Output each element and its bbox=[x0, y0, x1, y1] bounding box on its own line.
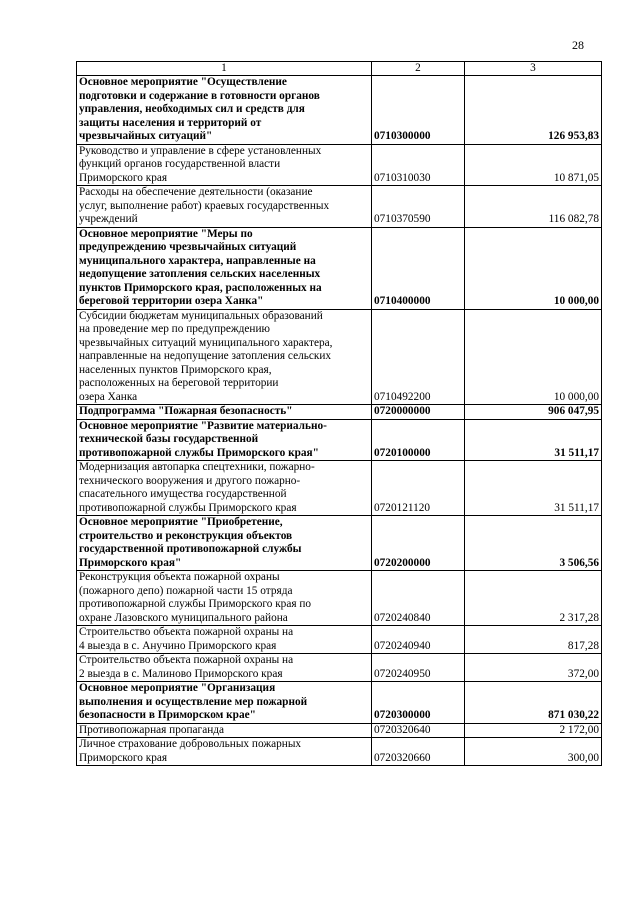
row-amount: 300,00 bbox=[465, 738, 602, 766]
row-code: 0720300000 bbox=[372, 682, 465, 724]
budget-table bbox=[76, 61, 602, 766]
table-row bbox=[77, 76, 602, 145]
table-row bbox=[77, 419, 602, 461]
page-number: 28 bbox=[572, 38, 584, 52]
row-amount: 10 871,05 bbox=[465, 144, 602, 186]
row-name: Личное страхование добровольных пожарных Приморского края bbox=[77, 738, 372, 766]
row-name: Основное мероприятие "Организация выполнения и осуществление мер пожарной безопасности в Приморском крае" bbox=[77, 682, 372, 724]
row-name: Противопожарная пропаганда bbox=[77, 723, 372, 738]
row-code: 0710400000 bbox=[372, 227, 465, 309]
table-row bbox=[77, 626, 602, 654]
table-row bbox=[77, 738, 602, 766]
table-row bbox=[77, 309, 602, 405]
row-amount: 31 511,17 bbox=[465, 461, 602, 516]
row-amount: 906 047,95 bbox=[465, 405, 602, 420]
table-row bbox=[77, 516, 602, 571]
row-name: Модернизация автопарка спецтехники, пожарно- технического вооружения и другого пожарно- спасательного имущества государственной противопожарной службы Приморского края bbox=[77, 461, 372, 516]
table-row bbox=[77, 186, 602, 228]
table-row bbox=[77, 682, 602, 724]
row-name: Строительство объекта пожарной охраны на 2 выезда в с. Малиново Приморского края bbox=[77, 654, 372, 682]
row-amount: 126 953,83 bbox=[465, 76, 602, 145]
row-code: 0720320640 bbox=[372, 723, 465, 738]
row-amount: 2 317,28 bbox=[465, 571, 602, 626]
table-row bbox=[77, 461, 602, 516]
row-code: 0720200000 bbox=[372, 516, 465, 571]
row-code: 0720121120 bbox=[372, 461, 465, 516]
column-header-3: 3 bbox=[465, 62, 602, 76]
row-amount: 871 030,22 bbox=[465, 682, 602, 724]
row-code: 0720240840 bbox=[372, 571, 465, 626]
row-name: Основное мероприятие "Меры по предупреждению чрезвычайных ситуаций муниципального характера, направленные на недопущение затопления сельских населенных пунктов Приморского края, расположенных на береговой территории озера Ханка" bbox=[77, 227, 372, 309]
row-amount: 3 506,56 bbox=[465, 516, 602, 571]
table-row bbox=[77, 227, 602, 309]
table-row bbox=[77, 654, 602, 682]
column-header-1: 1 bbox=[77, 62, 372, 76]
row-code: 0720240950 bbox=[372, 654, 465, 682]
row-code: 0710492200 bbox=[372, 309, 465, 405]
row-name: Реконструкция объекта пожарной охраны (пожарного депо) пожарной части 15 отряда противопожарной службы Приморского края по охране Лазовского муниципального района bbox=[77, 571, 372, 626]
row-amount: 116 082,78 bbox=[465, 186, 602, 228]
row-name: Субсидии бюджетам муниципальных образований на проведение мер по предупреждению чрезвычайных ситуаций муниципального характера, направленные на недопущение затопления сельских населенных пунктов Приморского края, расположенных на береговой территории озера Ханка bbox=[77, 309, 372, 405]
row-amount: 2 172,00 bbox=[465, 723, 602, 738]
table-row bbox=[77, 405, 602, 420]
row-name: Подпрограмма "Пожарная безопасность" bbox=[77, 405, 372, 420]
row-name: Руководство и управление в сфере установленных функций органов государственной власти Приморского края bbox=[77, 144, 372, 186]
row-name: Строительство объекта пожарной охраны на 4 выезда в с. Анучино Приморского края bbox=[77, 626, 372, 654]
row-code: 0710300000 bbox=[372, 76, 465, 145]
row-name: Основное мероприятие "Развитие материально- технической базы государственной противопожарной службы Приморского края" bbox=[77, 419, 372, 461]
row-code: 0720000000 bbox=[372, 405, 465, 420]
row-amount: 817,28 bbox=[465, 626, 602, 654]
row-code: 0710370590 bbox=[372, 186, 465, 228]
row-amount: 31 511,17 bbox=[465, 419, 602, 461]
table-row bbox=[77, 723, 602, 738]
row-code: 0720320660 bbox=[372, 738, 465, 766]
table-header-row bbox=[77, 62, 602, 76]
row-code: 0710310030 bbox=[372, 144, 465, 186]
row-code: 0720100000 bbox=[372, 419, 465, 461]
row-name: Основное мероприятие "Осуществление подготовки и содержание в готовности органов управления, необходимых сил и средств для защиты населения и территорий от чрезвычайных ситуаций" bbox=[77, 76, 372, 145]
row-name: Расходы на обеспечение деятельности (оказание услуг, выполнение работ) краевых государственных учреждений bbox=[77, 186, 372, 228]
row-name: Основное мероприятие "Приобретение, строительство и реконструкция объектов государственной противопожарной службы Приморского края" bbox=[77, 516, 372, 571]
row-amount: 10 000,00 bbox=[465, 309, 602, 405]
table-row bbox=[77, 571, 602, 626]
table-row bbox=[77, 144, 602, 186]
row-amount: 10 000,00 bbox=[465, 227, 602, 309]
row-code: 0720240940 bbox=[372, 626, 465, 654]
column-header-2: 2 bbox=[372, 62, 465, 76]
row-amount: 372,00 bbox=[465, 654, 602, 682]
